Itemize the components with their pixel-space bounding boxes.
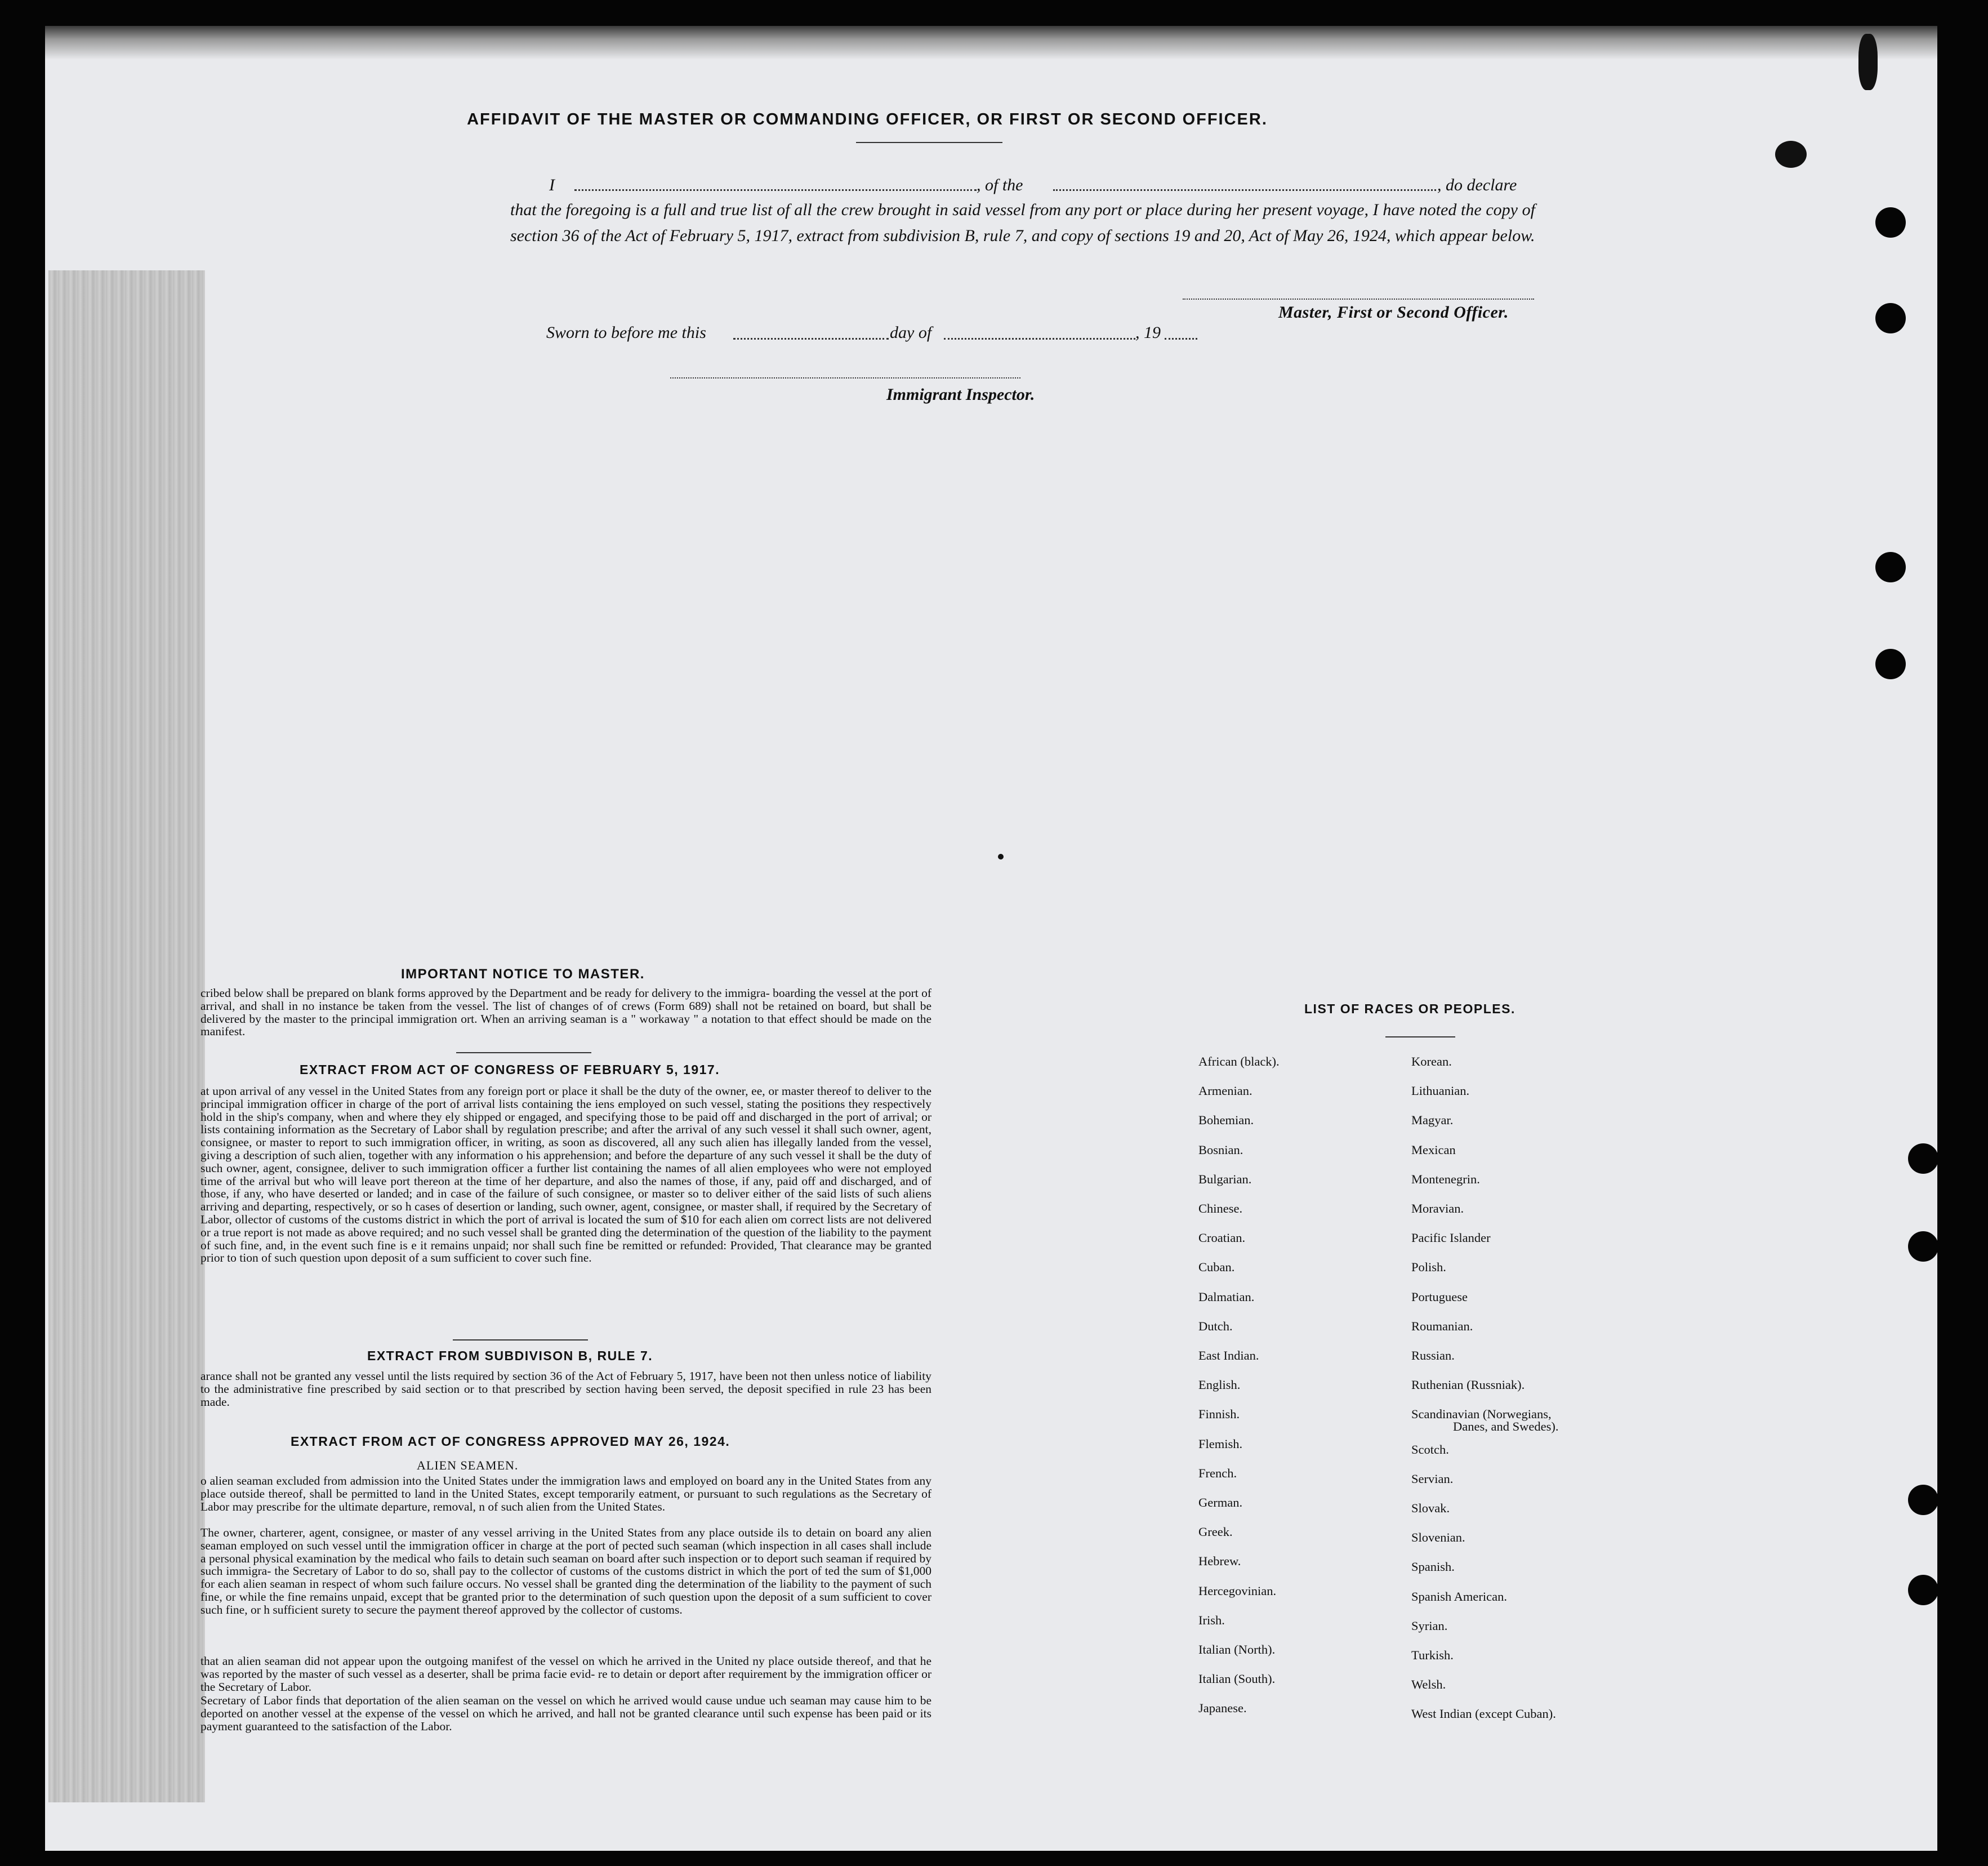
race-item-left: Greek. (1198, 1525, 1233, 1539)
extract-1917-title: EXTRACT FROM ACT OF CONGRESS OF FEBRUARY 5, 1917. (300, 1062, 720, 1077)
title-underline (856, 142, 1002, 143)
race-item-left: Bohemian. (1198, 1113, 1254, 1128)
extract-1924-paragraph-4: Secretary of Labor finds that deportation of the alien seaman on the vessel on which he arrived would cause undue uch seaman may cause him to be deported on another vessel at the expense of the vessel on which he arrived, and hall not be granted clearance until such expense has been paid or its payment guaranteed to the satisfaction of the Labor. (200, 1694, 931, 1733)
race-item-right: Roumanian. (1411, 1319, 1473, 1333)
race-item-right: West Indian (except Cuban). (1411, 1707, 1556, 1721)
declaration-text: that the foregoing is a full and true list of all the crew brought in said vessel from any port or place during her present voyage, I have noted the copy of section 36 of the Act of February 5, 1917, extract from subdivision B, rule 7, and copy of sections 19 and 20, Act of May 26, 1924, which appear below. (510, 201, 1535, 245)
ink-blot-icon (1775, 141, 1807, 168)
punch-hole-icon (1875, 552, 1906, 582)
race-item-left: Dutch. (1198, 1319, 1233, 1333)
race-item-left: English. (1198, 1378, 1241, 1392)
punch-hole-icon (1908, 1143, 1938, 1174)
divider (456, 1052, 591, 1053)
declarant-prefix: I (549, 176, 555, 194)
race-item-left: Flemish. (1198, 1436, 1243, 1451)
race-item-right: Spanish. (1411, 1560, 1455, 1574)
punch-hole-icon (1908, 1575, 1938, 1605)
race-item-right: Montenegrin. (1411, 1172, 1480, 1186)
sworn-year-field[interactable] (1165, 338, 1197, 340)
race-item-left: Bosnian. (1198, 1142, 1243, 1157)
punch-hole-icon (1908, 1231, 1938, 1262)
race-item-left: Bulgarian. (1198, 1172, 1252, 1186)
race-item-left: German. (1198, 1495, 1243, 1509)
race-item-right: Syrian. (1411, 1618, 1448, 1633)
torn-top-edge (45, 26, 1937, 60)
inspector-label: Immigrant Inspector. (886, 385, 1035, 404)
extract-1917-text: at upon arrival of any vessel in the United States from any foreign port or place it shall be the duty of the owner, ee, or master thereof to deliver to the principal immigration officer in charge of the port of arrival lists containing the iens employed on such vessel, stating the positions they respectively hold in the ship's company, when and where they ely shipped or engaged, and specifying those to be paid off and discharged in the port of arrival; or lists containing information as the Secretary of Labor shall by regulation prescribe; and after the arrival of any such vessel it shall such owner, agent, consignee, or master to report to such immigration officer, in writing, as soon as discovered, all any such alien has illegally landed from the vessel, giving a description of such alien, together with any information o his apprehension; and before the departure of any such vessel it shall be the duty of such owner, agent, consignee, deliver to such immigration officer a further list containing the names of all alien employees who were not employed time of the arrival but who will leave port thereon at the time of her departure, and also the names of those, if any, paid off and discharged, and of those, if any, who have deserted or landed; and in case of the failure of such consignee, or master so to deliver either of the said lists of such aliens arriving and departing, respectively, or so h cases of desertion or landing, such owner, agent, consignee, or master shall, if required by the Secretary of Labor, ollector of customs of the customs district in which the port of arrival is located the sum of $10 for each alien om correct lists are not delivered or a true report is not made as above required; and no such vessel shall be granted ding the determination of the question of the liability to the payment of such fine, and, in the event such fine is e it remains unpaid; nor shall such fine be remitted or refunded: Provided, That clearance may be granted prior to tion of such question upon deposit of a sum sufficient to cover such fine. (200, 1085, 931, 1265)
do-declare-label: , do declare (1437, 176, 1517, 194)
ink-blot-icon (1858, 34, 1878, 90)
scan-shadow-strip (48, 270, 205, 1802)
race-item-right: Servian. (1411, 1471, 1454, 1486)
extract-1924-paragraph-2: The owner, charterer, agent, consignee, or master of any vessel arriving in the United States from any place outside ils to detain on board any alien seaman employed on such vessel until the immigration officer in charge at the port of pected such seaman (which inspection in all cases shall include a personal physical examination by the medical who fails to detain such seaman on board after such inspection or to deport such seaman if required by such immigra- the Secretary of Labor to do so, shall pay to the collector of customs of the customs district in which the port of ted the sum of $1,000 for each alien seaman in respect of whom such failure occurs. No vessel shall be granted ding the determination of the liability to the payment of such fine, or while the fine remains unpaid, except that be granted prior to the determination of such question upon the deposit of a sum sufficient to cover such fine, or h sufficient surety to secure the payment thereof approved by the collector of customs. (200, 1526, 931, 1616)
race-item-right: Welsh. (1411, 1677, 1446, 1692)
race-item-right: Magyar. (1411, 1113, 1454, 1128)
sworn-day-field[interactable] (733, 338, 889, 340)
extract-1924-paragraph-3: that an alien seaman did not appear upon the outgoing manifest of the vessel on which he arrived in the United ny place outside thereof, and that he was reported by the master of such vessel as a deserter, shall be prima facie evid- re to detain or deport after requirement by the immigration officer or the Secretary of Labor. (200, 1655, 931, 1694)
race-item-right: Spanish American. (1411, 1589, 1507, 1604)
race-item-left: Italian (South). (1198, 1672, 1276, 1686)
race-item-right: Scandinavian (Norwegians, (1411, 1407, 1552, 1422)
punch-hole-icon (1875, 207, 1906, 238)
extract-rule7-text: arance shall not be granted any vessel until the lists required by section 36 of the Act of February 5, 1917, have been not then unless notice of liability to the administrative fine prescribed by said section or to that prescribed by section having been served, the deposit specified in rule 23 has been made. (200, 1370, 931, 1409)
race-item-right: Moravian. (1411, 1201, 1464, 1215)
vessel-name-field[interactable] (1053, 189, 1436, 191)
notice-title: IMPORTANT NOTICE TO MASTER. (401, 967, 645, 982)
race-item-right: Polish. (1411, 1260, 1446, 1275)
race-item-left: Hercegovinian. (1198, 1583, 1277, 1598)
race-item-left: Hebrew. (1198, 1554, 1241, 1569)
speck-icon (998, 854, 1004, 859)
master-signature-line[interactable] (1183, 299, 1534, 300)
extract-rule7-title: EXTRACT FROM SUBDIVISON B, RULE 7. (367, 1348, 653, 1363)
extract-1924-paragraph-1: o alien seaman excluded from admission into the United States under the immigration laws and employed on board any in the United States from any place outside thereof, shall be permitted to land in the United States, except temporarily eatment, or pursuant to such regulations as the Secretary of Labor may prescribe for the ultimate departure, removal, n of such alien from the United States. (200, 1475, 931, 1513)
alien-seamen-heading: ALIEN SEAMEN. (417, 1458, 519, 1472)
race-item-left: Irish. (1198, 1613, 1225, 1627)
inspector-signature-line[interactable] (670, 377, 1020, 378)
punch-hole-icon (1908, 1485, 1938, 1515)
race-item-right: Lithuanian. (1411, 1084, 1470, 1098)
race-item-left: Dalmatian. (1198, 1289, 1255, 1304)
race-item-continuation: Danes, and Swedes). (1453, 1419, 1559, 1434)
race-item-left: French. (1198, 1466, 1237, 1480)
of-the-label: , of the (977, 176, 1023, 194)
day-of-label: day of (890, 323, 932, 342)
sworn-month-field[interactable] (944, 338, 1135, 340)
affidavit-title: AFFIDAVIT OF THE MASTER OR COMMANDING OFFICER, OR FIRST OR SECOND OFFICER. (467, 110, 1268, 128)
extract-1924-title: EXTRACT FROM ACT OF CONGRESS APPROVED MAY 26, 1924. (291, 1434, 730, 1449)
race-item-right: Pacific Islander (1411, 1231, 1491, 1245)
race-item-left: Armenian. (1198, 1084, 1252, 1098)
year-label: , 19 (1135, 323, 1161, 342)
races-title: LIST OF RACES OR PEOPLES. (1304, 1001, 1515, 1016)
master-signature-label: Master, First or Second Officer. (1278, 303, 1509, 322)
declarant-name-field[interactable] (574, 189, 977, 191)
race-item-left: Italian (North). (1198, 1642, 1276, 1656)
race-item-right: Ruthenian (Russniak). (1411, 1378, 1525, 1392)
punch-hole-icon (1875, 649, 1906, 679)
race-item-right: Russian. (1411, 1348, 1455, 1362)
race-item-left: Chinese. (1198, 1201, 1243, 1215)
race-item-right: Slovenian. (1411, 1530, 1465, 1545)
race-item-right: Scotch. (1411, 1442, 1449, 1457)
divider (1385, 1036, 1455, 1037)
race-item-right: Korean. (1411, 1054, 1452, 1068)
race-item-left: Finnish. (1198, 1407, 1240, 1422)
sworn-label: Sworn to before me this (546, 323, 706, 342)
race-item-left: Croatian. (1198, 1231, 1246, 1245)
race-item-right: Slovak. (1411, 1501, 1450, 1515)
race-item-left: Japanese. (1198, 1701, 1247, 1716)
race-item-right: Portuguese (1411, 1289, 1468, 1304)
divider (453, 1339, 588, 1341)
notice-intro-text: cribed below shall be prepared on blank forms approved by the Department and be ready for delivery to the immigra- boarding the vessel at the port of arrival, and shall in no instance be taken from the vessel. The list of changes of of crews (Form 689) shall not be retained on board, but shall be delivered by the master to the principal immigration ort. When an arriving seaman is a " workaway " a notation to that effect should be made on the manifest. (200, 987, 931, 1039)
race-item-left: African (black). (1198, 1054, 1280, 1068)
punch-hole-icon (1875, 303, 1906, 333)
race-item-right: Turkish. (1411, 1648, 1454, 1662)
race-item-left: East Indian. (1198, 1348, 1259, 1362)
race-item-left: Cuban. (1198, 1260, 1235, 1275)
race-item-right: Mexican (1411, 1142, 1456, 1157)
